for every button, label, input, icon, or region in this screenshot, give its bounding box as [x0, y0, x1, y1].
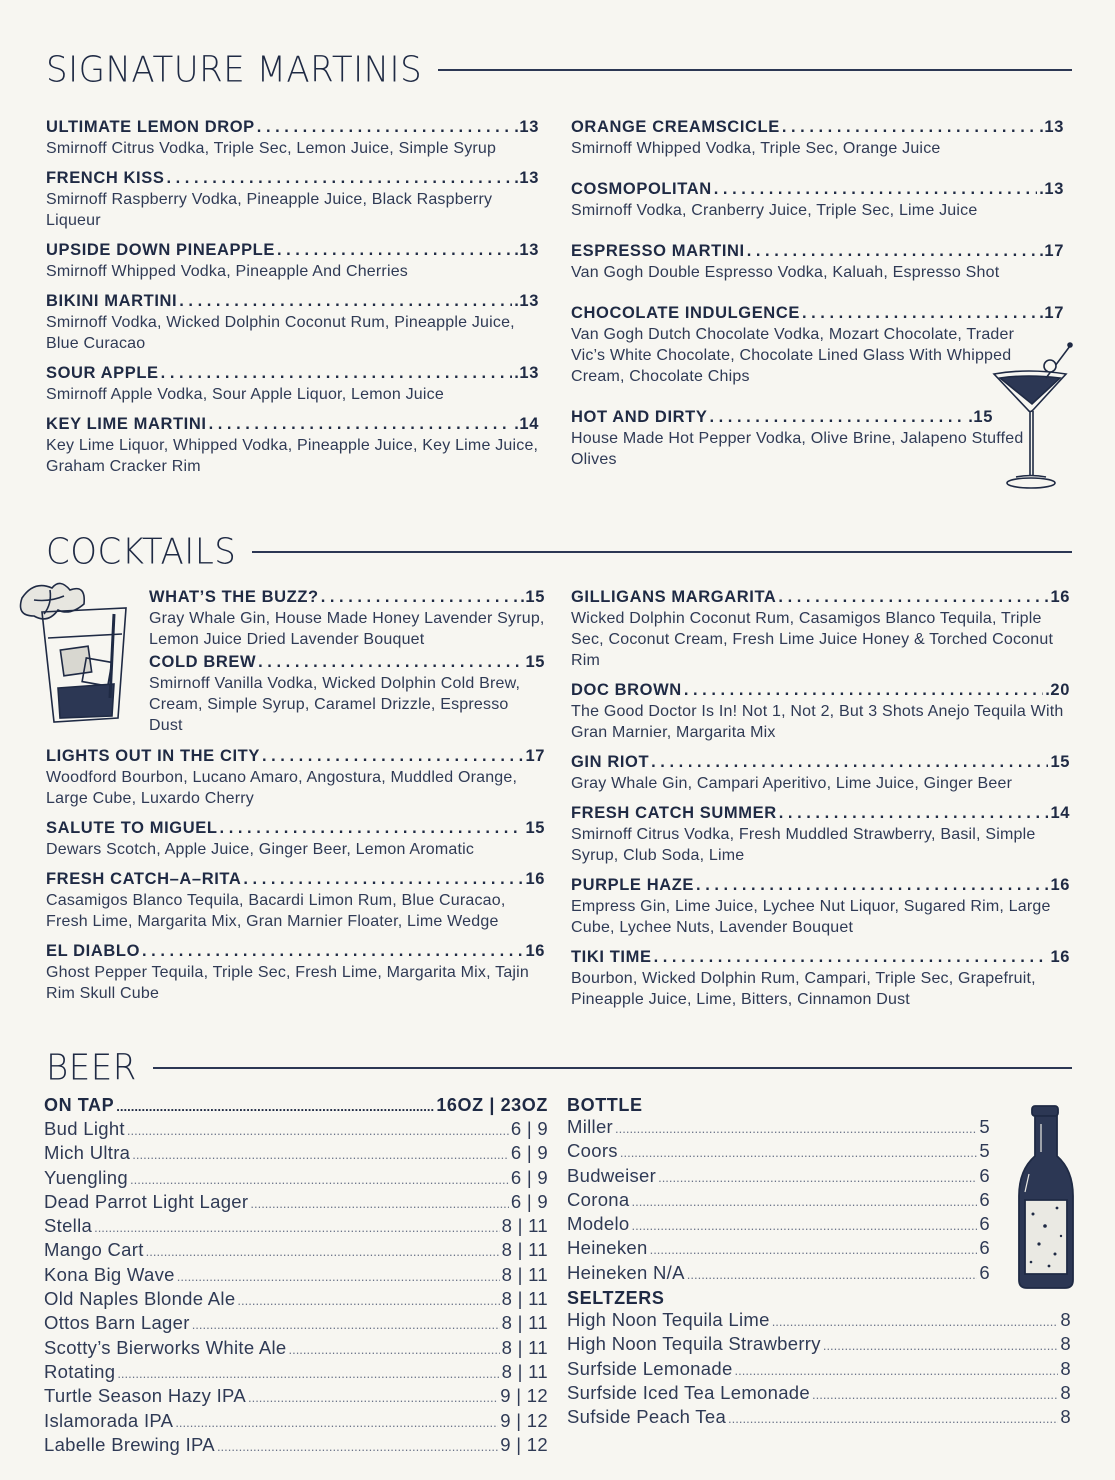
beer-name: Turtle Season Hazy IPA [44, 1385, 246, 1407]
leader-dots [277, 240, 512, 261]
item-price: 17 [525, 747, 545, 765]
menu-item [571, 875, 1070, 938]
beer-name: Labelle Brewing IPA [44, 1433, 215, 1455]
menu-item [46, 291, 539, 354]
beer-row [44, 1215, 548, 1239]
beer-name: High Noon Tequila Strawberry [567, 1333, 821, 1355]
item-header-row [571, 947, 1070, 968]
item-name: FRESH CATCH SUMMER [571, 804, 777, 822]
item-header-row [149, 587, 545, 608]
beer-name: High Noon Tequila Lime [567, 1309, 770, 1330]
item-header-row [571, 752, 1070, 773]
beer-row [567, 1262, 990, 1286]
bottle-list [567, 1116, 990, 1286]
martini-glass-icon [988, 338, 1078, 493]
beer-name: Heineken N/A [567, 1261, 685, 1283]
item-header-row [46, 818, 545, 839]
beer-name: Surfside Iced Tea Lemonade [567, 1381, 810, 1403]
item-name: COSMOPOLITAN [571, 180, 712, 198]
item-price: 15 [1050, 753, 1070, 771]
item-price: .13 [514, 169, 539, 187]
beer-price: 6 | 9 [510, 1118, 548, 1139]
leader-dots [117, 1363, 499, 1385]
leader-dots [130, 1169, 509, 1191]
item-name: ESPRESSO MARTINI [571, 242, 745, 260]
beer-price: 8 [1060, 1357, 1071, 1379]
menu-item [46, 168, 539, 231]
beer-row [44, 1385, 548, 1409]
item-price: .13 [1039, 180, 1064, 198]
item-price: 14 [1050, 804, 1070, 822]
beer-row [44, 1167, 548, 1191]
beer-price: 9 | 12 [500, 1409, 548, 1431]
item-price: 15 [525, 819, 545, 837]
beer-name: Corona [567, 1188, 630, 1210]
leader-dots [696, 875, 1048, 896]
item-description: Smirnoff Raspberry Vodka, Pineapple Juice, Black Raspberry Liqueur [46, 191, 493, 229]
item-description: Smirnoff Citrus Vodka, Triple Sec, Lemon Juice, Simple Syrup [46, 140, 497, 157]
leader-dots [812, 1384, 1058, 1406]
item-header-row [571, 680, 1070, 701]
item-header-row [46, 240, 539, 261]
beer-row [567, 1309, 1071, 1333]
menu-item [571, 179, 1064, 221]
leader-dots [631, 1191, 977, 1213]
item-name: SOUR APPLE [46, 364, 159, 382]
beer-price: 6 [979, 1188, 990, 1210]
item-name: DOC BROWN [571, 681, 682, 699]
beer-row [567, 1165, 990, 1189]
beer-row [567, 1237, 990, 1261]
item-price: 16 [1050, 948, 1070, 966]
menu-item [149, 652, 545, 736]
beer-price: 6 [979, 1164, 990, 1186]
item-description: Key Lime Liquor, Whipped Vodka, Pineapple Juice, Key Lime Juice, Graham Cracker Rim [46, 437, 539, 475]
martinis-title: SIGNATURE MARTINIS [46, 49, 423, 91]
menu-item [46, 869, 545, 932]
beer-row [567, 1358, 1071, 1382]
item-name: UPSIDE DOWN PINEAPPLE [46, 241, 275, 259]
beer-name: Heineken [567, 1237, 648, 1259]
beer-row [567, 1382, 1071, 1406]
beer-row [567, 1406, 1071, 1430]
item-price: .17 [1039, 304, 1064, 322]
item-header-row [571, 587, 1070, 608]
item-name: ORANGE CREAMSCICLE [571, 118, 780, 136]
leader-dots [747, 241, 1038, 262]
divider [153, 1067, 1072, 1069]
beer-price: 8 [1060, 1406, 1071, 1428]
menu-item [149, 587, 545, 650]
item-header-row [46, 414, 539, 435]
menu-item [571, 752, 1070, 794]
beer-name: Miller [567, 1116, 613, 1137]
beer-name: Ottos Barn Lager [44, 1312, 190, 1334]
leader-dots [687, 1264, 978, 1286]
beer-price: 8 [1060, 1333, 1071, 1355]
item-header-row [571, 303, 1064, 324]
menu-item [46, 363, 539, 405]
beer-row [44, 1264, 548, 1288]
beer-bottle-icon [1015, 1104, 1077, 1290]
leader-dots [321, 587, 519, 608]
leader-dots [217, 1436, 498, 1458]
item-name: COLD BREW [149, 653, 257, 671]
item-name: CHOCOLATE INDULGENCE [571, 304, 800, 322]
martinis-left-column [46, 117, 539, 486]
item-description: Van Gogh Dutch Chocolate Vodka, Mozart Chocolate, Trader Vic’s White Chocolate, Chocolate Lined Glass With Whipped Cream, Chocolate Chips [571, 326, 1015, 385]
item-description: Smirnoff Citrus Vodka, Fresh Muddled Strawberry, Basil, Simple Syrup, Club Soda, Lime [571, 826, 1036, 864]
item-header-row [571, 407, 993, 428]
item-description: Dewars Scotch, Apple Juice, Ginger Beer, Lemon Aromatic [46, 841, 475, 858]
item-name: LIGHTS OUT IN THE CITY [46, 747, 260, 765]
beer-price: 8 | 11 [501, 1336, 548, 1358]
item-header-row [46, 941, 545, 962]
item-price: .13 [514, 292, 539, 310]
item-name: SALUTE TO MIGUEL [46, 819, 218, 837]
leader-dots [142, 941, 523, 962]
item-description: Ghost Pepper Tequila, Triple Sec, Fresh Lime, Margarita Mix, Tajin Rim Skull Cube [46, 964, 530, 1002]
menu-item [571, 680, 1070, 743]
beer-name: Mich Ultra [44, 1142, 131, 1164]
leader-dots [237, 1290, 499, 1312]
item-name: EL DIABLO [46, 942, 141, 960]
cocktail-glass-icon [14, 578, 136, 728]
beer-name: Mango Cart [44, 1239, 144, 1261]
beer-price: 6 | 9 [510, 1190, 548, 1212]
beer-price: 8 | 11 [501, 1360, 548, 1382]
beer-price: 8 | 11 [501, 1239, 548, 1261]
beer-price: 8 [1060, 1309, 1071, 1330]
leader-dots [654, 947, 1049, 968]
item-header-row [46, 117, 539, 138]
beer-row [44, 1337, 548, 1361]
beer-header [46, 1048, 1072, 1088]
item-price: .13 [514, 364, 539, 382]
beer-price: 8 | 11 [501, 1263, 548, 1285]
seltzer-heading: SELTZERS [567, 1288, 665, 1308]
menu-item [46, 414, 539, 477]
bottle-heading: BOTTLE [567, 1095, 643, 1115]
leader-dots [709, 407, 966, 428]
item-description: Smirnoff Whipped Vodka, Pineapple And Cherries [46, 263, 409, 280]
cocktails-header [46, 532, 1072, 572]
leader-dots [132, 1144, 509, 1166]
item-name: FRESH CATCH–A–RITA [46, 870, 242, 888]
item-price: .13 [1039, 118, 1064, 136]
beer-row [567, 1333, 1071, 1357]
tap-list [44, 1118, 548, 1458]
leader-dots [175, 1412, 498, 1434]
item-description: Van Gogh Double Espresso Vodka, Kaluah, Espresso Shot [571, 264, 1000, 281]
leader-dots [209, 414, 513, 435]
item-price: .15 [968, 408, 993, 426]
beer-price: 6 [979, 1237, 990, 1259]
beer-row [567, 1140, 990, 1164]
beer-row [44, 1361, 548, 1385]
item-header-row [571, 179, 1064, 200]
beer-name: Coors [567, 1140, 618, 1162]
item-name: WHAT’S THE BUZZ? [149, 588, 319, 606]
item-name: HOT AND DIRTY [571, 408, 708, 426]
leader-dots [782, 117, 1037, 138]
item-description: House Made Hot Pepper Vodka, Olive Brine, Jalapeno Stuffed Olives [571, 430, 1024, 468]
beer-price: 5 [979, 1140, 990, 1162]
item-price: 16 [1050, 876, 1070, 894]
beer-name: Scotty’s Bierworks White Ale [44, 1336, 287, 1358]
beer-row [567, 1213, 990, 1237]
item-description: Wicked Dolphin Coconut Rum, Casamigos Blanco Tequila, Triple Sec, Coconut Cream, Fresh Lime Juice Honey & Torched Coconut Rim [571, 610, 1054, 669]
item-header-row [571, 241, 1064, 262]
leader-dots [94, 1217, 500, 1239]
item-header-row [46, 291, 539, 312]
item-header-row [571, 803, 1070, 824]
menu-item [571, 947, 1070, 1010]
item-description: Smirnoff Vodka, Cranberry Juice, Triple Sec, Lime Juice [571, 202, 978, 219]
menu-item [46, 746, 545, 809]
beer-price: 8 [1060, 1381, 1071, 1403]
beer-price: 5 [979, 1116, 990, 1137]
item-header-row [571, 875, 1070, 896]
cocktails-left-top-column [149, 587, 545, 738]
leader-dots [658, 1167, 977, 1189]
beer-price: 6 | 9 [510, 1142, 548, 1164]
cocktails-left-column [46, 746, 545, 1013]
item-description: The Good Doctor Is In! Not 1, Not 2, But 3 Shots Anejo Tequila With Gran Marnier, Margarita Mix [571, 703, 1064, 741]
leader-dots [735, 1360, 1059, 1382]
item-price: 16 [525, 870, 545, 888]
leader-dots [248, 1387, 498, 1409]
beer-name: Kona Big Wave [44, 1263, 175, 1285]
beer-row [44, 1410, 548, 1434]
beer-row [44, 1142, 548, 1166]
menu-item [571, 587, 1070, 671]
item-description: Casamigos Blanco Tequila, Bacardi Limon Rum, Blue Curacao, Fresh Lime, Margarita Mix, Gran Marnier Floater, Lime Wedge [46, 892, 506, 930]
beer-row [44, 1118, 548, 1142]
item-price: 16 [1050, 588, 1070, 606]
item-price: .15 [520, 588, 545, 606]
beer-price: 9 | 12 [500, 1385, 548, 1407]
beer-name: Modelo [567, 1213, 630, 1235]
item-description: Smirnoff Whipped Vodka, Triple Sec, Orange Juice [571, 140, 941, 157]
leader-dots [116, 1096, 434, 1118]
beer-name: Old Naples Blonde Ale [44, 1288, 236, 1310]
divider [438, 69, 1072, 71]
item-header-row [46, 869, 545, 890]
cocktails-right-column [571, 587, 1070, 1019]
beer-row [567, 1189, 990, 1213]
leader-dots [146, 1241, 500, 1263]
item-name: KEY LIME MARTINI [46, 415, 207, 433]
item-name: ULTIMATE LEMON DROP [46, 118, 255, 136]
item-description: Bourbon, Wicked Dolphin Rum, Campari, Triple Sec, Grapefruit, Pineapple Juice, Lime, Bitters, Cinnamon Dust [571, 970, 1036, 1008]
item-header-row [571, 117, 1064, 138]
item-description: Gray Whale Gin, Campari Aperitivo, Lime Juice, Ginger Beer [571, 775, 1013, 792]
item-description: Woodford Bourbon, Lucano Amaro, Angostura, Muddled Orange, Large Cube, Luxardo Cherry [46, 769, 518, 807]
beer-price: 9 | 12 [500, 1433, 548, 1455]
leader-dots [631, 1215, 977, 1237]
item-price: 15 [525, 653, 545, 671]
leader-dots [802, 303, 1037, 324]
tap-heading: ON TAP [44, 1095, 115, 1115]
item-price: 16 [525, 942, 545, 960]
item-description: Smirnoff Vanilla Vodka, Wicked Dolphin Cold Brew, Cream, Simple Syrup, Caramel Drizzle, Espresso Dust [149, 675, 521, 734]
beer-price: 6 | 9 [510, 1166, 548, 1188]
beer-price: 8 | 11 [501, 1215, 548, 1237]
menu-item [571, 117, 1064, 159]
beer-price: 8 | 11 [501, 1312, 548, 1334]
beer-name: Yuengling [44, 1166, 128, 1188]
leader-dots [728, 1408, 1058, 1430]
tap-column [44, 1094, 548, 1458]
item-header-row [46, 168, 539, 189]
menu-item [46, 117, 539, 159]
leader-dots [258, 652, 523, 673]
item-description: Smirnoff Apple Vodka, Sour Apple Liquor, Lemon Juice [46, 386, 444, 403]
item-header-row [46, 363, 539, 384]
leader-dots [650, 1239, 978, 1261]
seltzer-column [567, 1287, 1071, 1430]
leader-dots [288, 1339, 499, 1361]
leader-dots [651, 752, 1048, 773]
menu-item [46, 941, 545, 1004]
beer-row [44, 1312, 548, 1336]
beer-name: Surfside Lemonade [567, 1357, 733, 1379]
menu-item [46, 818, 545, 860]
leader-dots [192, 1314, 500, 1336]
item-name: BIKINI MARTINI [46, 292, 178, 310]
leader-dots [166, 168, 512, 189]
bottle-column [567, 1094, 990, 1286]
beer-row [44, 1239, 548, 1263]
item-name: GILLIGANS MARGARITA [571, 588, 777, 606]
leader-dots [714, 179, 1038, 200]
beer-name: Budweiser [567, 1164, 657, 1186]
divider [252, 551, 1072, 553]
beer-row [44, 1434, 548, 1458]
tap-sizes: 16OZ | 23OZ [436, 1095, 548, 1115]
leader-dots [179, 291, 512, 312]
item-price: .13 [514, 241, 539, 259]
item-price: .13 [514, 118, 539, 136]
beer-name: Rotating [44, 1360, 116, 1382]
menu-item [571, 803, 1070, 866]
item-header-row [149, 652, 545, 673]
menu-item [46, 240, 539, 282]
leader-dots [772, 1311, 1059, 1333]
item-price: .17 [1039, 242, 1064, 260]
leader-dots [620, 1142, 978, 1164]
item-price: .20 [1045, 681, 1070, 699]
item-description: Gray Whale Gin, House Made Honey Lavender Syrup, Lemon Juice Dried Lavender Bouquet [149, 610, 545, 648]
beer-name: Sufside Peach Tea [567, 1406, 727, 1428]
item-header-row [46, 746, 545, 767]
leader-dots [161, 363, 513, 384]
leader-dots [778, 587, 1048, 608]
item-name: FRENCH KISS [46, 169, 165, 187]
beer-title: BEER [46, 1047, 137, 1089]
beer-price: 8 | 11 [501, 1288, 548, 1310]
menu-item [571, 241, 1064, 283]
beer-name: Islamorada IPA [44, 1409, 174, 1431]
leader-dots [250, 1193, 508, 1215]
beer-row [44, 1288, 548, 1312]
item-description: Smirnoff Vodka, Wicked Dolphin Coconut Rum, Pineapple Juice, Blue Curacao [46, 314, 515, 352]
leader-dots [127, 1120, 509, 1142]
leader-dots [243, 869, 523, 890]
cocktails-title: COCKTAILS [46, 531, 237, 573]
leader-dots [823, 1335, 1059, 1357]
item-price: .14 [514, 415, 539, 433]
leader-dots [779, 803, 1049, 824]
seltzer-list [567, 1309, 1071, 1430]
beer-name: Bud Light [44, 1118, 125, 1139]
beer-name: Dead Parrot Light Lager [44, 1190, 249, 1212]
beer-price: 6 [979, 1261, 990, 1283]
leader-dots [684, 680, 1043, 701]
leader-dots [177, 1266, 500, 1288]
leader-dots [257, 117, 512, 138]
martinis-header [46, 50, 1072, 90]
item-description: Empress Gin, Lime Juice, Lychee Nut Liquor, Sugared Rim, Large Cube, Lychee Nuts, Lavender Bouquet [571, 898, 1051, 936]
beer-name: Stella [44, 1215, 93, 1237]
beer-price: 6 [979, 1213, 990, 1235]
beer-row [44, 1191, 548, 1215]
beer-row [567, 1116, 990, 1140]
leader-dots [615, 1118, 977, 1140]
item-name: GIN RIOT [571, 753, 650, 771]
item-name: TIKI TIME [571, 948, 652, 966]
item-name: PURPLE HAZE [571, 876, 695, 894]
leader-dots [262, 746, 523, 767]
leader-dots [220, 818, 524, 839]
tap-heading-row [44, 1094, 548, 1118]
